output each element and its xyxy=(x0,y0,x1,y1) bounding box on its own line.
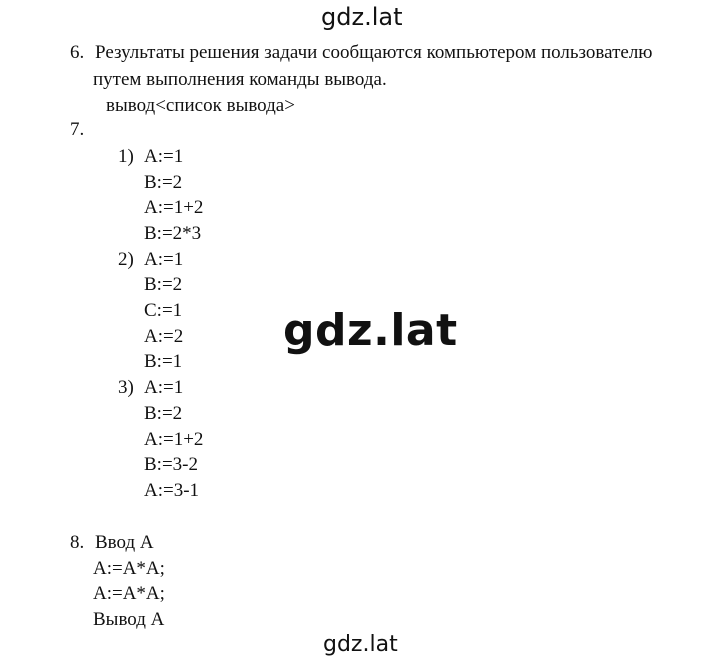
item-6-number: 6. xyxy=(70,42,85,63)
code-line: A:=1 xyxy=(144,249,184,270)
watermark-middle: gdz.lat xyxy=(283,305,458,356)
code-line: B:=2 xyxy=(144,274,183,295)
item-6-line-1 xyxy=(70,41,653,65)
item-7-group-3-label: 3) xyxy=(118,377,134,398)
item-7-group-1-label: 1) xyxy=(118,146,134,167)
code-line: B:=2*3 xyxy=(144,223,202,244)
code-line: A:=1 xyxy=(144,146,184,167)
code-line: C:=1 xyxy=(144,300,183,321)
code-line: A:=3-1 xyxy=(144,480,200,501)
item-6-text-3: вывод<список вывода> xyxy=(106,95,295,116)
code-line: B:=2 xyxy=(144,172,183,193)
item-7-number: 7. xyxy=(70,119,85,140)
code-line: A:=1 xyxy=(144,377,184,398)
item-8-text-1: Ввод А xyxy=(95,532,154,553)
item-6-text-1: Результаты решения задачи сообщаются компьютером пользователю xyxy=(95,42,653,63)
item-7-group-2-label: 2) xyxy=(118,249,134,270)
item-6-text-2: путем выполнения команды вывода. xyxy=(93,69,387,90)
watermark-bottom: gdz.lat xyxy=(323,632,398,657)
item-8-text-2: A:=A*A; xyxy=(93,558,165,579)
item-7-group-3-line-1 xyxy=(118,376,183,400)
code-line: A:=1+2 xyxy=(144,197,204,218)
item-8-line-1 xyxy=(70,531,154,555)
item-7-group-1-line-1 xyxy=(118,145,183,169)
code-line: B:=3-2 xyxy=(144,454,198,475)
code-line: B:=1 xyxy=(144,351,183,372)
code-line: A:=2 xyxy=(144,326,184,347)
watermark-top: gdz.lat xyxy=(321,3,403,31)
item-7-group-2-line-1 xyxy=(118,248,183,272)
item-8-text-4: Вывод А xyxy=(93,609,165,630)
item-8-number: 8. xyxy=(70,532,85,553)
code-line: A:=1+2 xyxy=(144,429,204,450)
item-8-text-3: A:=A*A; xyxy=(93,583,165,604)
code-line: B:=2 xyxy=(144,403,183,424)
